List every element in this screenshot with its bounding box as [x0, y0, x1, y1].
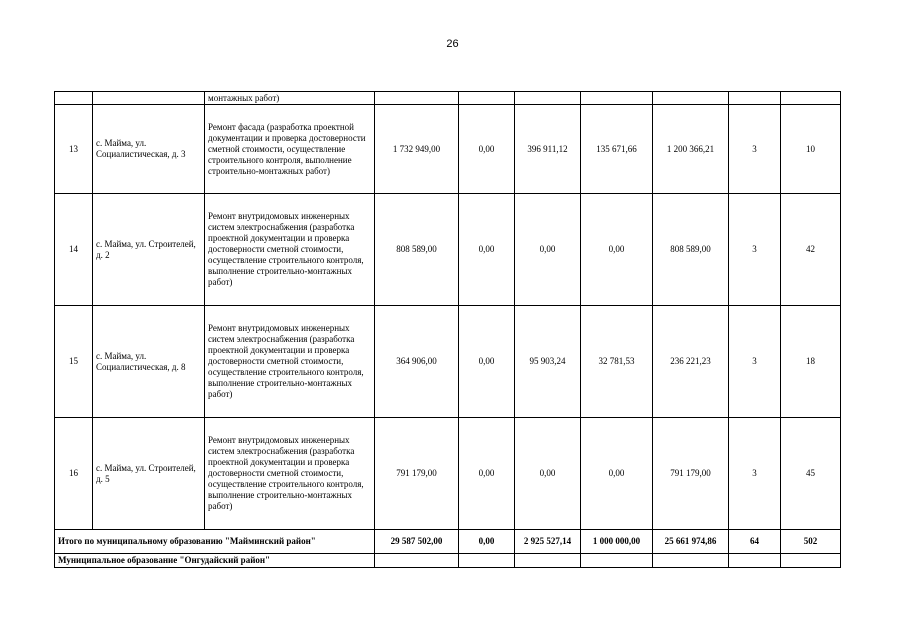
cell-col10: 45 [781, 418, 841, 530]
cell-total-cost: 808 589,00 [375, 194, 459, 306]
cell-empty [375, 92, 459, 105]
cell-empty [729, 554, 781, 568]
continuation-row [55, 92, 841, 105]
cell-col8: 1 200 366,21 [653, 105, 729, 194]
table-row [55, 306, 841, 418]
cell-empty [653, 554, 729, 568]
cell-col6: 396 911,12 [515, 105, 581, 194]
cell-col6: 2 925 527,14 [515, 530, 581, 554]
cell-address: с. Майма, ул. Социалистическая, д. 8 [93, 306, 205, 418]
cell-col6: 0,00 [515, 194, 581, 306]
cell-col9: 3 [729, 105, 781, 194]
page-number: 26 [446, 38, 459, 50]
cell-empty [581, 554, 653, 568]
cell-col8: 236 221,23 [653, 306, 729, 418]
cell-empty [55, 92, 93, 105]
cell-col10: 42 [781, 194, 841, 306]
cell-col5: 0,00 [459, 418, 515, 530]
table-row [55, 194, 841, 306]
cell-col10: 18 [781, 306, 841, 418]
cell-section-label: Муниципальное образование "Онгудайский район" [55, 554, 375, 568]
total-row [55, 530, 841, 554]
cell-empty [581, 92, 653, 105]
cell-empty [729, 92, 781, 105]
cell-col7: 0,00 [581, 194, 653, 306]
table-row [55, 105, 841, 194]
cell-col6: 95 903,24 [515, 306, 581, 418]
cell-col10: 502 [781, 530, 841, 554]
cell-empty [781, 92, 841, 105]
cell-col7: 32 781,53 [581, 306, 653, 418]
cell-col8: 808 589,00 [653, 194, 729, 306]
cell-col9: 3 [729, 194, 781, 306]
cell-empty [781, 554, 841, 568]
cell-col7: 1 000 000,00 [581, 530, 653, 554]
cell-col9: 3 [729, 306, 781, 418]
cell-total-cost: 791 179,00 [375, 418, 459, 530]
cell-empty [93, 92, 205, 105]
table-row [55, 418, 841, 530]
cell-empty [375, 554, 459, 568]
cell-col10: 10 [781, 105, 841, 194]
cell-row-number: 14 [55, 194, 93, 306]
cell-total-cost: 29 587 502,00 [375, 530, 459, 554]
cell-col5: 0,00 [459, 194, 515, 306]
cell-col9: 3 [729, 418, 781, 530]
cell-total-cost: 364 906,00 [375, 306, 459, 418]
cell-col6: 0,00 [515, 418, 581, 530]
cell-empty [515, 92, 581, 105]
cell-address: с. Майма, ул. Строителей, д. 5 [93, 418, 205, 530]
cell-total-label: Итого по муниципальному образованию "Майминский район" [55, 530, 375, 554]
cell-address: с. Майма, ул. Социалистическая, д. 3 [93, 105, 205, 194]
cell-col9: 64 [729, 530, 781, 554]
cell-row-number: 13 [55, 105, 93, 194]
cell-col5: 0,00 [459, 105, 515, 194]
cell-work-description: Ремонт внутридомовых инженерных систем электроснабжения (разработка проектной документации и проверка достоверности сметной стоимости, осуществление строительного контроля, выполнение строительно-монтажных работ) [205, 306, 375, 418]
cell-address: с. Майма, ул. Строителей, д. 2 [93, 194, 205, 306]
cell-total-cost: 1 732 949,00 [375, 105, 459, 194]
cell-empty [653, 92, 729, 105]
cell-col8: 25 661 974,86 [653, 530, 729, 554]
cell-empty [515, 554, 581, 568]
cell-col8: 791 179,00 [653, 418, 729, 530]
section-row [55, 554, 841, 568]
cell-empty [459, 554, 515, 568]
cell-col5: 0,00 [459, 530, 515, 554]
cell-row-number: 15 [55, 306, 93, 418]
cell-work-description: Ремонт внутридомовых инженерных систем электроснабжения (разработка проектной документации и проверка достоверности сметной стоимости, осуществление строительного контроля, выполнение строительно-монтажных работ) [205, 418, 375, 530]
repair-program-table [54, 91, 841, 568]
cell-col7: 0,00 [581, 418, 653, 530]
cell-empty [459, 92, 515, 105]
cell-row-number: 16 [55, 418, 93, 530]
cell-work-description: Ремонт внутридомовых инженерных систем электроснабжения (разработка проектной документации и проверка достоверности сметной стоимости, осуществление строительного контроля, выполнение строительно-монтажных работ) [205, 194, 375, 306]
cell-col5: 0,00 [459, 306, 515, 418]
cell-col7: 135 671,66 [581, 105, 653, 194]
cell-work-description: Ремонт фасада (разработка проектной документации и проверка достоверности сметной стоимости, осуществление строительного контроля, выполнение строительно-монтажных работ) [205, 105, 375, 194]
cell-work-continuation: монтажных работ) [205, 92, 375, 105]
